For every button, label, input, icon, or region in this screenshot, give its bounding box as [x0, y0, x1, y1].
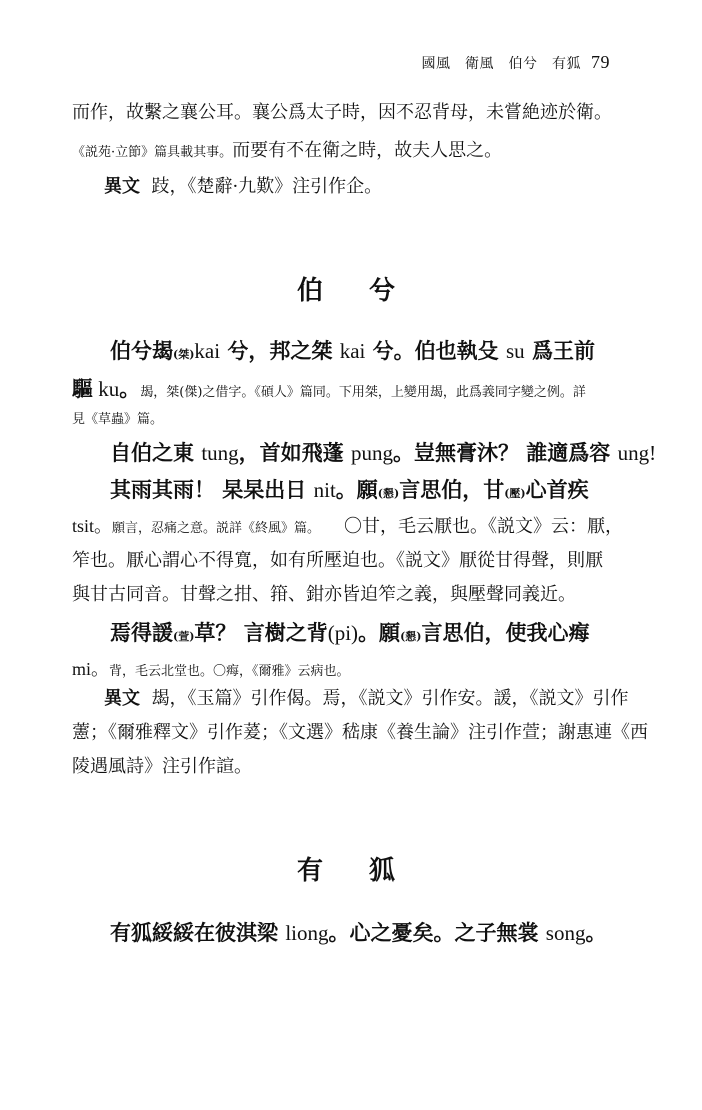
reading: mi	[72, 659, 92, 679]
reading: tsit	[72, 516, 95, 536]
reading: ku	[93, 377, 120, 401]
intro-line-2-text: 而要有不在衛之時，故夫人思之。	[232, 140, 503, 161]
reading: kai	[194, 339, 221, 363]
verse-text: 。心之憂矣。之子無裳	[328, 920, 546, 945]
intro-source-note: 《説苑·立節》篇具載其事。	[72, 145, 233, 160]
variant-label: 異文	[104, 688, 140, 709]
intro-variant	[104, 178, 382, 196]
verse-text: ，首如飛蓬	[238, 440, 351, 465]
verse-text: 兮，邦之桀	[220, 338, 340, 363]
verse-text: 。願	[358, 620, 401, 645]
gloss: (懇)	[377, 487, 400, 500]
commentary-note: 背，毛云北堂也。〇痗，《爾雅》云病也。	[109, 664, 350, 679]
reading: kai	[339, 339, 366, 363]
commentary-text: 笮也。厭心謂心不得寬，如有所壓迫也。《説文》厭從甘得聲，則厭	[72, 550, 603, 571]
commentary-note: 見《草蟲》篇。	[72, 412, 164, 427]
gloss: (懇)	[400, 630, 422, 643]
commentary-text: 與甘古同音。甘聲之拑、箝、鉗亦皆迫笮之義，與壓聲同義近。	[72, 584, 576, 605]
commentary-note: 朅，桀(傑)之借字。《碩人》篇同。下用桀，上變用朅，此爲義同字變之例。詳	[140, 385, 586, 400]
gloss: (萱)	[173, 630, 195, 643]
reading: pung	[350, 441, 393, 465]
verse-line	[110, 442, 656, 464]
verse-text: 心首疾	[525, 477, 589, 502]
page-number: 79	[591, 52, 610, 72]
intro-variant-text: 跂，《楚辭·九歎》注引作企。	[151, 176, 383, 197]
reading: su	[505, 339, 525, 363]
reading: (pi)	[327, 621, 359, 645]
running-head	[422, 52, 611, 73]
poem-title-bo-xi: 伯 兮	[296, 276, 405, 306]
verse-text: 自伯之東	[110, 440, 202, 465]
variant-text: 朅，《玉篇》引作偈。焉，《説文》引作安。諼，《説文》引作	[151, 688, 629, 709]
commentary-text: 〇甘，毛云厭也。《説文》云：厭，	[344, 516, 624, 537]
verse-line	[110, 622, 589, 644]
verse-text: 。	[94, 516, 113, 537]
verse-line	[110, 922, 606, 944]
gloss: (壓)	[504, 487, 526, 500]
verse-text: 。	[119, 376, 141, 401]
verse-text: 草？ 言樹之背	[194, 620, 328, 645]
intro-line-2	[72, 142, 502, 160]
reading: nit	[313, 478, 336, 502]
verse-text: 其雨其雨！ 杲杲出日	[110, 477, 314, 502]
variant-line	[104, 690, 628, 708]
verse-text: 伯兮朅	[110, 338, 173, 363]
verse-line	[72, 517, 623, 536]
verse-line	[110, 479, 589, 501]
reading: liong	[285, 921, 329, 945]
intro-variant-label: 異文	[104, 176, 140, 197]
reading: ung!	[617, 441, 657, 465]
poem-title-you-hu: 有 狐	[296, 856, 405, 886]
verse-text: 。	[585, 920, 607, 945]
verse-line	[72, 660, 350, 679]
variant-line: 藼；《爾雅釋文》引作萲；《文選》嵇康《養生論》注引作萱；謝惠連《西	[72, 722, 648, 743]
verse-text: 焉得諼	[110, 620, 173, 645]
verse-text: 有狐綏綏在彼淇梁	[110, 920, 286, 945]
verse-text: 言思伯，甘	[399, 477, 505, 502]
verse-text: 。	[91, 659, 110, 680]
verse-text: 。豈無膏沐？ 誰適爲容	[392, 440, 618, 465]
gloss: (桀)	[173, 348, 195, 361]
variant-line: 陵遇風詩》注引作諠。	[72, 756, 252, 777]
verse-text: 驅	[72, 376, 93, 401]
intro-line-1: 而作，故繫之襄公耳。襄公爲太子時，因不忍背母，未嘗絶迹於衛。	[72, 102, 612, 123]
verse-text: 。願	[335, 477, 378, 502]
running-head-section: 國風 衛風 伯兮 有狐	[421, 56, 581, 72]
verse-text: 爲王前	[524, 338, 595, 363]
verse-line	[110, 340, 595, 362]
commentary-note: 願言，忍痛之意。説詳《終風》篇。	[112, 521, 321, 536]
reading: tung	[201, 441, 239, 465]
reading: song	[545, 921, 586, 945]
verse-line	[72, 378, 586, 400]
verse-text: 言思伯，使我心痗	[421, 620, 590, 645]
verse-text: 兮。伯也執殳	[365, 338, 506, 363]
